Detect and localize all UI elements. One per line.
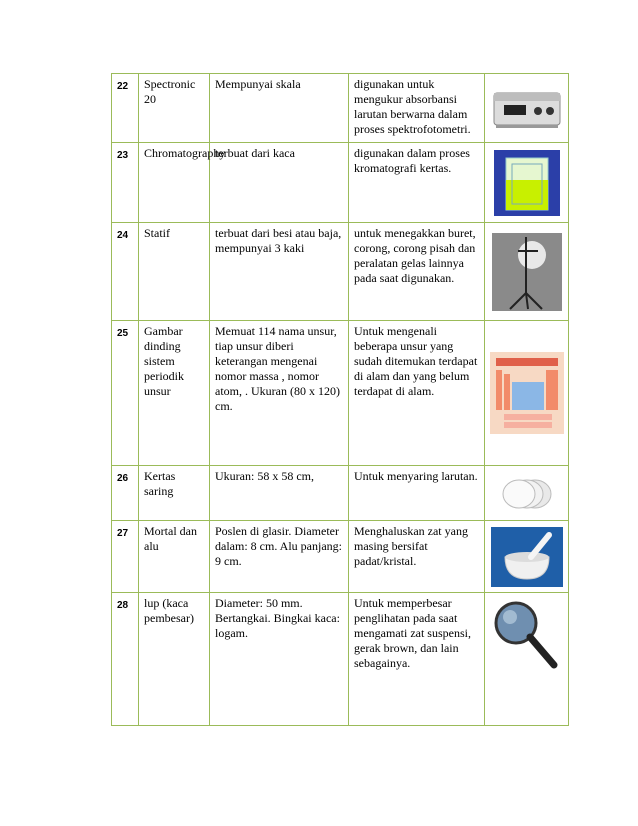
equipment-use: Untuk menyaring larutan. (349, 466, 485, 521)
filter-paper-image (485, 466, 569, 521)
table-row (112, 143, 569, 223)
equipment-use: Menghaluskan zat yang masing bersifat padat/kristal. (349, 521, 485, 593)
equipment-use: untuk menegakkan buret, corong, corong pisah dan peralatan gelas lainnya pada saat digunakan. (349, 223, 485, 321)
mortar-pestle-image (485, 521, 569, 593)
equipment-name: Gambar dinding sistem periodik unsur (139, 321, 210, 466)
equipment-name: lup (kaca pembesar) (139, 593, 210, 726)
equipment-table (111, 73, 569, 726)
equipment-use: digunakan untuk mengukur absorbansi larutan berwarna dalam proses spektrofotometri. (349, 74, 485, 143)
equipment-spec: Memuat 114 nama unsur, tiap unsur diberi keterangan mengenai nomor massa , nomor atom, . Ukuran (80 x 120) cm. (210, 321, 349, 466)
table-row (112, 593, 569, 726)
equipment-use: Untuk mengenali beberapa unsur yang sudah ditemukan terdapat di alam dan yang belum terdapat di alam. (349, 321, 485, 466)
row-number: 24 (112, 223, 139, 321)
row-number: 27 (112, 521, 139, 593)
table-row (112, 74, 569, 143)
equipment-spec: Mempunyai skala (210, 74, 349, 143)
equipment-name: Mortal dan alu (139, 521, 210, 593)
row-number: 28 (112, 593, 139, 726)
table-row (112, 466, 569, 521)
tripod-stand-image (485, 223, 569, 321)
table-row (112, 521, 569, 593)
equipment-name: Statif (139, 223, 210, 321)
equipment-name: Chromatography (139, 143, 210, 223)
equipment-use: digunakan dalam proses kromatografi kertas. (349, 143, 485, 223)
magnifier-image (485, 593, 569, 726)
row-number: 25 (112, 321, 139, 466)
equipment-spec: terbuat dari besi atau baja, mempunyai 3 kaki (210, 223, 349, 321)
row-number: 22 (112, 74, 139, 143)
table-row (112, 321, 569, 466)
chromatography-tank-image (485, 143, 569, 223)
equipment-spec: terbuat dari kaca (210, 143, 349, 223)
equipment-name: Spectronic 20 (139, 74, 210, 143)
equipment-use: Untuk memperbesar penglihatan pada saat mengamati zat suspensi, gerak brown, dan lain sebagainya. (349, 593, 485, 726)
row-number: 23 (112, 143, 139, 223)
equipment-spec: Ukuran: 58 x 58 cm, (210, 466, 349, 521)
spectrophotometer-image (485, 74, 569, 143)
equipment-name: Kertas saring (139, 466, 210, 521)
equipment-spec: Diameter: 50 mm. Bertangkai. Bingkai kaca: logam. (210, 593, 349, 726)
row-number: 26 (112, 466, 139, 521)
equipment-spec: Poslen di glasir. Diameter dalam: 8 cm. Alu panjang: 9 cm. (210, 521, 349, 593)
periodic-table-image (485, 321, 569, 466)
table-row (112, 223, 569, 321)
